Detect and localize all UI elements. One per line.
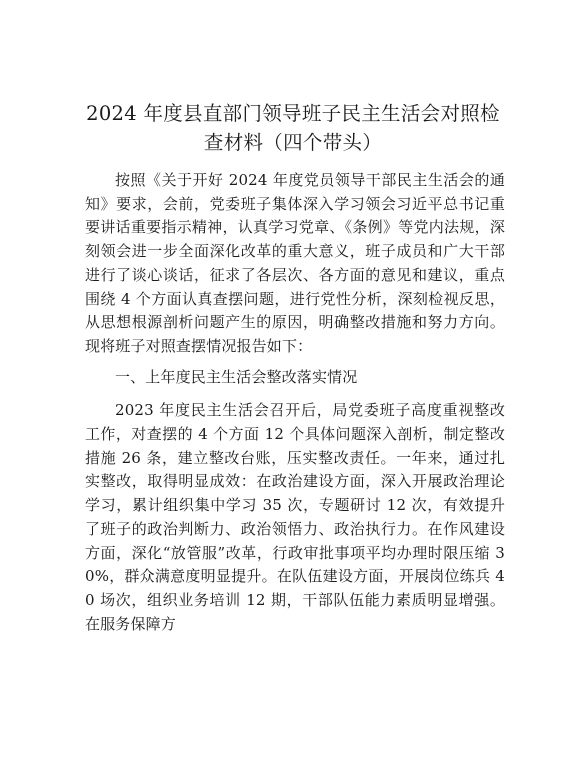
- section-1-paragraph: 2023 年度民主生活会召开后，局党委班子高度重视整改工作，对查摆的 4 个方面 12 个具体问题深入剖析，制定整改措施 26 条，建立整改台账，压实整改责任。一年来，通过扎实整改，取得明显成效：在政治建设方面，深入开展政治理论学习，累计组织集中学习 35 次，专题研讨 12 次，有效提升了班子的政治判断力、政治领悟力、政治执行力。在作风建设方面，深化“放管服”改革，行政审批事项平均办理时限压缩 30%，群众满意度明显提升。在队伍建设方面，开展岗位练兵 40 场次，组织业务培训 12 期，干部队伍能力素质明显增强。在服务保障方: [85, 401, 505, 633]
- section-1-heading: 一、上年度民主生活会整改落实情况: [115, 367, 358, 386]
- title-line-2: 查材料（四个带头）: [203, 131, 383, 154]
- document-body: [85, 169, 505, 636]
- document-title: [80, 99, 506, 157]
- title-line-1: 2024 年度县直部门领导班子民主生活会对照检: [86, 102, 500, 125]
- intro-paragraph: 按照《关于开好 2024 年度党员领导干部民主生活会的通知》要求，会前，党委班子集体深入学习领会习近平总书记重要讲话重要指示精神，认真学习党章、《条例》等党内法规，深刻领会进一步全面深化改革的重大意义，班子成员和广大干部进行了谈心谈话，征求了各层次、各方面的意见和建议，重点围绕 4 个方面认真查摆问题，进行党性分析，深刻检视反思，从思想根源剖析问题产生的原因，明确整改措施和努力方向。现将班子对照查摆情况报告如下：: [85, 171, 505, 355]
